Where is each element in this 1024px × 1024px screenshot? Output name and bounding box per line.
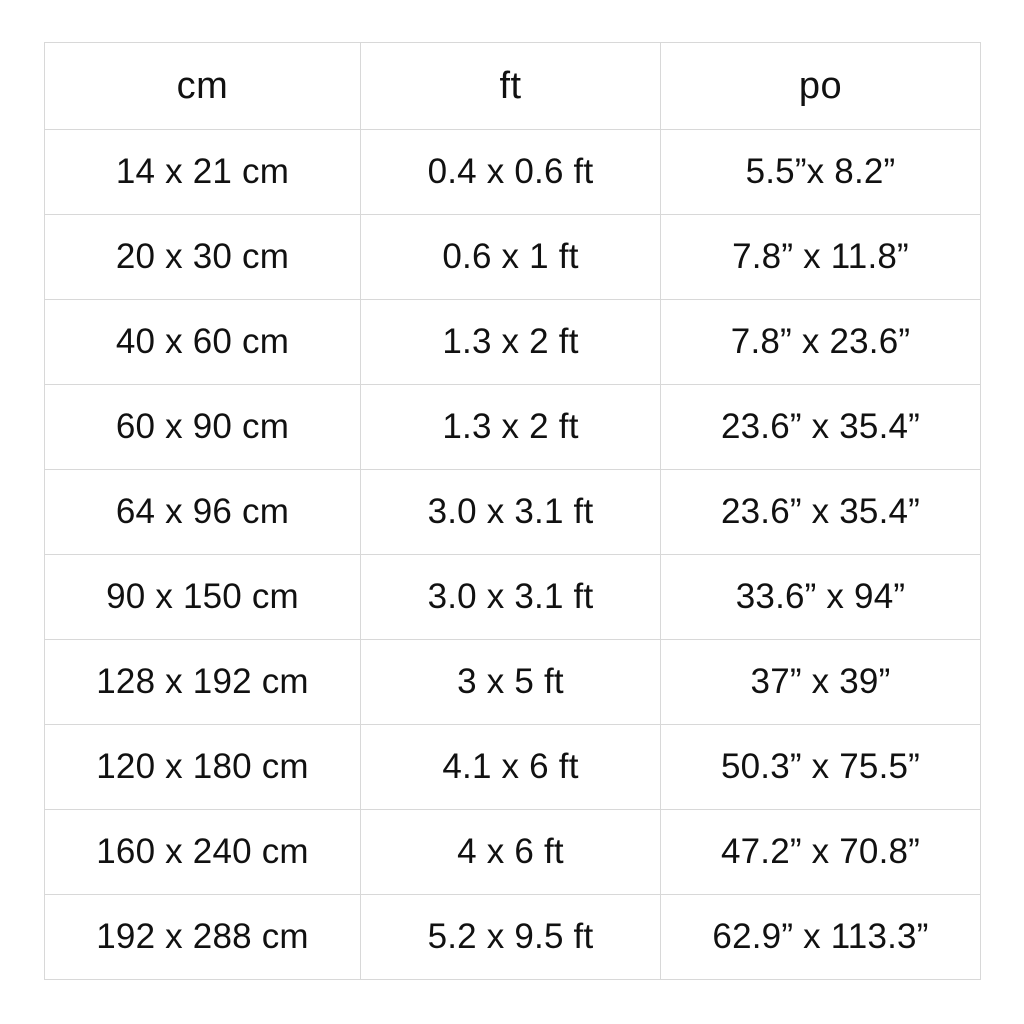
table-row — [45, 385, 981, 470]
cell-po: 5.5”x 8.2” — [661, 130, 981, 215]
cell-po: 7.8” x 11.8” — [661, 215, 981, 300]
cell-cm: 192 x 288 cm — [45, 895, 361, 980]
cell-po: 47.2” x 70.8” — [661, 810, 981, 895]
cell-po: 23.6” x 35.4” — [661, 470, 981, 555]
cell-cm: 20 x 30 cm — [45, 215, 361, 300]
cell-ft: 5.2 x 9.5 ft — [361, 895, 661, 980]
table-row — [45, 640, 981, 725]
column-header-po: po — [661, 43, 981, 130]
table-row — [45, 555, 981, 640]
cell-po: 23.6” x 35.4” — [661, 385, 981, 470]
cell-po: 33.6” x 94” — [661, 555, 981, 640]
table-row — [45, 810, 981, 895]
cell-cm: 120 x 180 cm — [45, 725, 361, 810]
cell-cm: 160 x 240 cm — [45, 810, 361, 895]
cell-po: 7.8” x 23.6” — [661, 300, 981, 385]
cell-ft: 1.3 x 2 ft — [361, 300, 661, 385]
cell-ft: 3 x 5 ft — [361, 640, 661, 725]
table-row — [45, 725, 981, 810]
column-header-ft: ft — [361, 43, 661, 130]
table-row — [45, 130, 981, 215]
cell-ft: 1.3 x 2 ft — [361, 385, 661, 470]
cell-cm: 14 x 21 cm — [45, 130, 361, 215]
table-header — [45, 43, 981, 130]
cell-cm: 64 x 96 cm — [45, 470, 361, 555]
cell-cm: 60 x 90 cm — [45, 385, 361, 470]
cell-po: 37” x 39” — [661, 640, 981, 725]
table-row — [45, 895, 981, 980]
cell-ft: 4 x 6 ft — [361, 810, 661, 895]
size-conversion-table — [44, 42, 981, 980]
cell-ft: 3.0 x 3.1 ft — [361, 470, 661, 555]
cell-po: 62.9” x 113.3” — [661, 895, 981, 980]
cell-cm: 40 x 60 cm — [45, 300, 361, 385]
column-header-cm: cm — [45, 43, 361, 130]
table-body — [45, 130, 981, 980]
cell-po: 50.3” x 75.5” — [661, 725, 981, 810]
table-row — [45, 215, 981, 300]
table-row — [45, 300, 981, 385]
cell-cm: 128 x 192 cm — [45, 640, 361, 725]
table-row — [45, 470, 981, 555]
cell-ft: 0.4 x 0.6 ft — [361, 130, 661, 215]
cell-cm: 90 x 150 cm — [45, 555, 361, 640]
header-row — [45, 43, 981, 130]
cell-ft: 4.1 x 6 ft — [361, 725, 661, 810]
cell-ft: 3.0 x 3.1 ft — [361, 555, 661, 640]
size-conversion-sheet — [44, 42, 980, 974]
cell-ft: 0.6 x 1 ft — [361, 215, 661, 300]
